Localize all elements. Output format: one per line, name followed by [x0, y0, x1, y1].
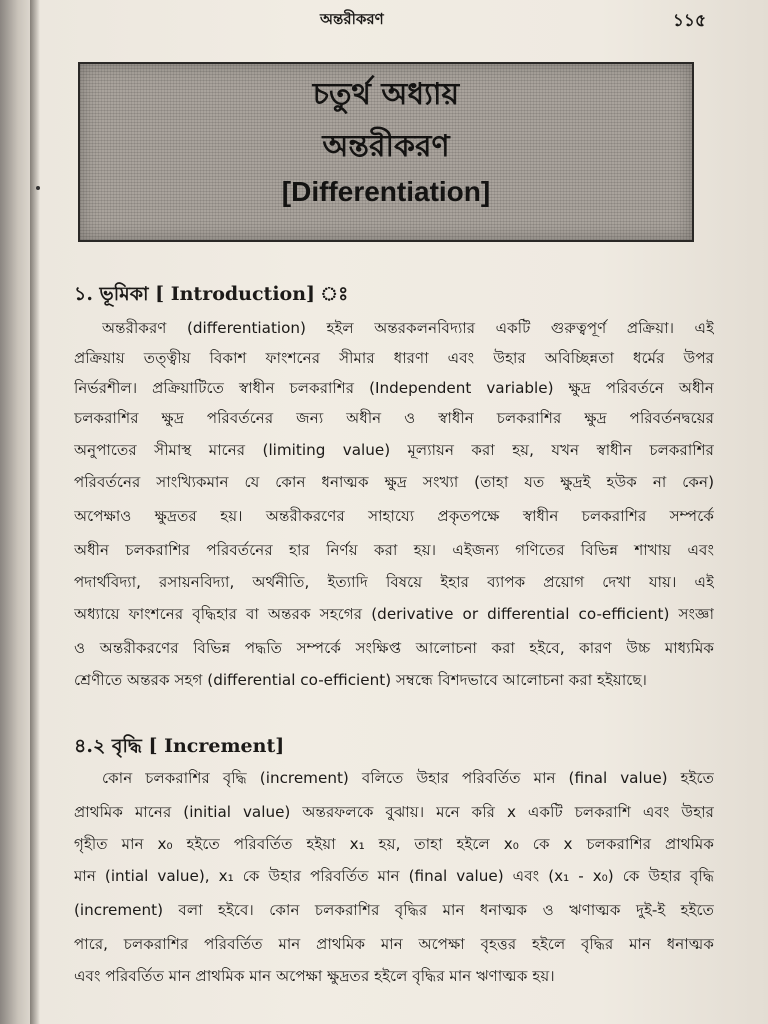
paragraph-line: গৃহীত মান x₀ হইতে পরিবর্তিত হইয়া x₁ হয়, তাহা হইলে x₀ কে x চলকরাশির প্রাথমিক: [74, 835, 714, 853]
paragraph-line: প্রক্রিয়ায় তত্ত্বীয় বিকাশ ফাংশনের সীমার ধারণা এবং উহার অবিচ্ছিন্নতা ধর্মের উপর: [74, 349, 714, 367]
chapter-title-english: [Differentiation]: [281, 176, 491, 207]
running-head: [30, 8, 768, 32]
paragraph-line: এবং পরিবর্তিত মান প্রাথমিক মান অপেক্ষা ক্ষুদ্রতর হইলে বৃদ্ধির মান ঋণাত্মক হয়।: [74, 967, 555, 985]
paragraph-line: কোন চলকরাশির বৃদ্ধি (increment) বলিতে উহার পরিবর্তিত মান (final value) হইতে: [102, 769, 714, 787]
paragraph-line: নির্ভরশীল। প্রক্রিয়াটিতে স্বাধীন চলকরাশির (Independent variable) ক্ষুদ্র পরিবর্তনে অধীন: [74, 379, 714, 397]
spine-shadow: [30, 0, 40, 1024]
paragraph-line: অধীন চলকরাশির পরিবর্তনের হার নির্ণয় করা হয়। এইজন্য গণিতের বিভিন্ন শাখায় এবং: [74, 541, 714, 559]
paragraph-line: মান (intial value), x₁ কে উহার পরিবর্তিত মান (final value) এবং (x₁ - x₀) কে উহার বৃদ্ধি: [74, 867, 714, 885]
section-heading-increment: ৪.২ বৃদ্ধি [ Increment]: [74, 735, 285, 757]
paragraph-line: শ্রেণীতে অন্তরক সহগ (differential co-efficient) সম্বন্ধে বিশদভাবে আলোচনা করা হইয়াছে।: [74, 671, 647, 689]
paragraph-line: পরিবর্তনের সাংখ্যিকমান যে কোন ধনাত্মক ক্ষুদ্র সংখ্যা (তাহা যত ক্ষুদ্রই হউক না কেন): [74, 473, 714, 491]
section-heading-introduction: ১. ভূমিকা [ Introduction] ঃ: [74, 283, 349, 305]
chapter-title-bengali: অন্তরীকরণ: [322, 129, 450, 164]
running-title: অন্তরীকরণ: [320, 10, 384, 28]
paragraph-line: প্রাথমিক মানের (initial value) অন্তরফলকে বুঝায়। মনে করি x একটি চলকরাশি এবং উহার: [74, 803, 714, 821]
paragraph-line: অন্তরীকরণ (differentiation) হইল অন্তরকলনবিদ্যার একটি গুরুত্বপূর্ণ প্রক্রিয়া। এই: [102, 319, 714, 337]
page-number: ১১৫: [672, 11, 706, 31]
chapter-banner: [78, 62, 694, 242]
paragraph-line: পারে, চলকরাশির পরিবর্তিত মান প্রাথমিক মান অপেক্ষা বৃহত্তর হইলে বৃদ্ধির মান ধনাত্মক: [74, 935, 714, 953]
paragraph-line: অপেক্ষাও ক্ষুদ্রতর হয়। অন্তরীকরণের সাহায্যে প্রকৃতপক্ষে স্বাধীন চলকরাশির সম্পর্কে: [74, 507, 714, 525]
paragraph-line: চলকরাশির ক্ষুদ্র পরিবর্তনের জন্য অধীন ও স্বাধীন চলকরাশির ক্ষুদ্র পরিবর্তনদ্বয়ের: [74, 409, 714, 427]
chapter-number: চতুর্থ অধ্যায়: [312, 77, 460, 112]
paragraph-line: পদার্থবিদ্যা, রসায়নবিদ্যা, অর্থনীতি, ইত্যাদি বিষয়ে ইহার ব্যাপক প্রয়োগ দেখা যায়। এই: [74, 573, 714, 591]
paragraph-line: ও অন্তরীকরণের বিভিন্ন পদ্ধতি সম্পর্কে সংক্ষিপ্ত আলোচনা করা হইবে, কারণ উচ্চ মাধ্যমিক: [74, 639, 714, 657]
paragraph-line: (increment) বলা হইবে। কোন চলকরাশির বৃদ্ধির মান ধনাত্মক ও ঋণাত্মক দুই-ই হইতে: [74, 901, 714, 919]
margin-mark: [36, 186, 40, 190]
paragraph-line: অনুপাতের সীমাস্থ মানের (limiting value) মূল্যায়ন করা হয়, যখন স্বাধীন চলকরাশির: [74, 441, 714, 459]
paragraph-line: অধ্যায়ে ফাংশনের বৃদ্ধিহার বা অন্তরক সহগের (derivative or differential co-efficient) সংজ্ঞা: [74, 605, 714, 623]
book-page: [30, 0, 768, 1024]
